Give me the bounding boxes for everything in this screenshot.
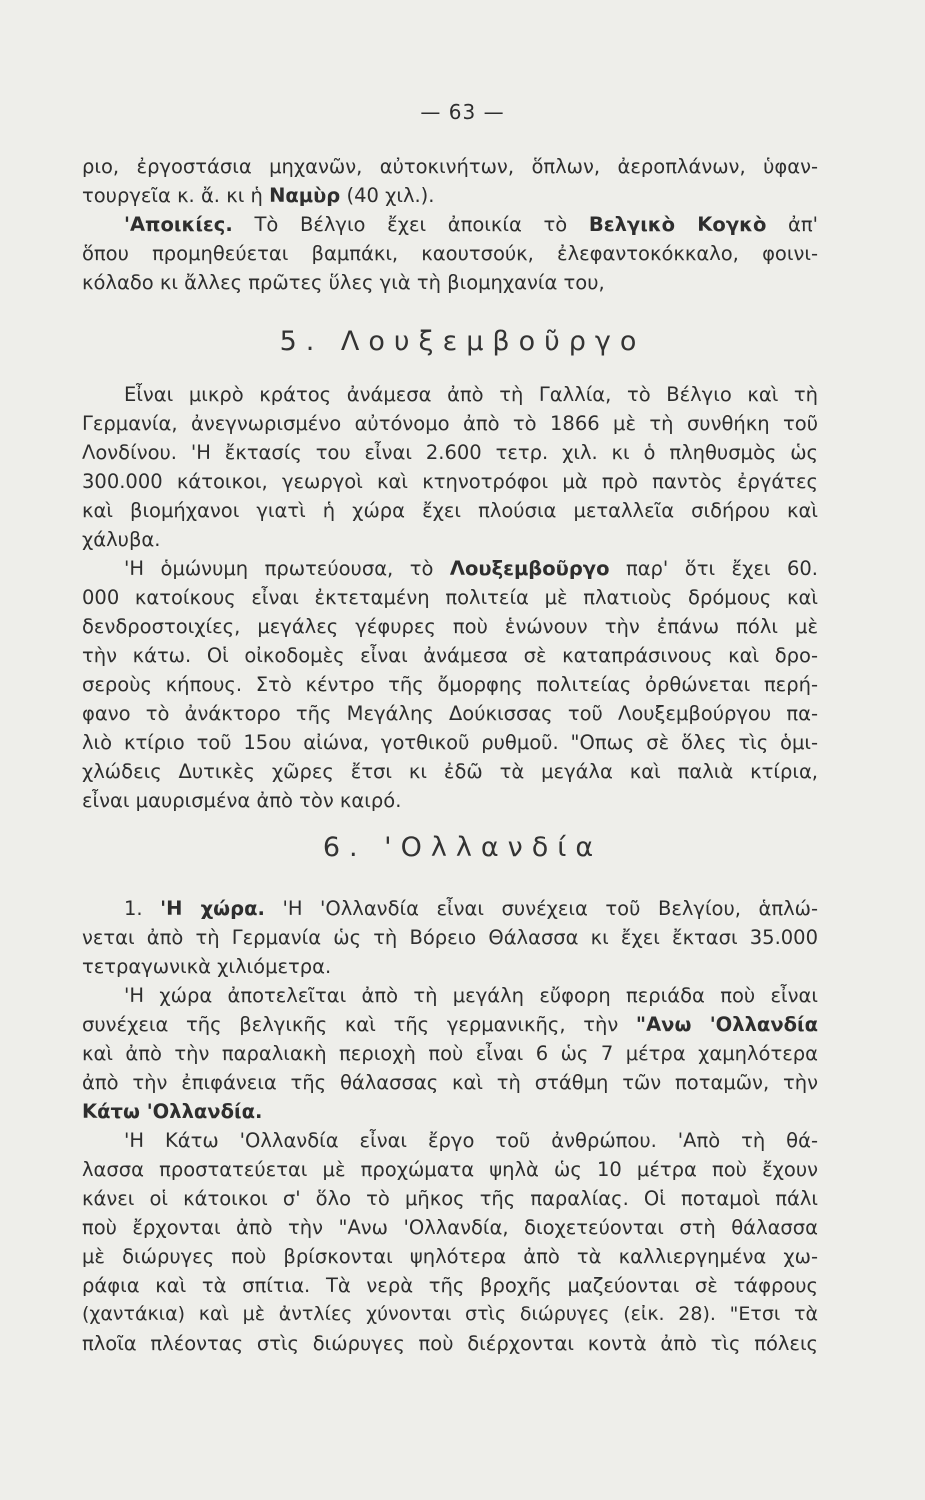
text-line: 'Η ὁμώνυμη πρωτεύουσα, τὸ Λουξεμβοῦργο παρ' ὅτι ἔχει 60. [124,557,818,580]
text-line: τουργεῖα κ. ἄ. κι ἡ Ναμὺρ (40 χιλ.). [82,184,435,207]
text-line: (χαντάκια) καὶ μὲ ἀντλίες χύνονται στὶς διώρυγες (εἰκ. 28). "Ετσι τὰ [82,1303,818,1325]
text-line: μὲ διώρυγες ποὺ βρίσκονται ψηλότερα ἀπὸ τὰ καλλιεργημένα χω- [82,1245,818,1268]
text-line: ὅπου προμηθεύεται βαμπάκι, καουτσούκ, ἐλεφαντοκόκκαλο, φοινι- [82,242,818,265]
text-line: πλοῖα πλέοντας στὶς διώρυγες ποὺ διέρχονται κοντὰ ἀπὸ τὶς πόλεις [82,1332,818,1355]
text-line: 'Η χώρα ἀποτελεῖται ἀπὸ τὴ μεγάλη εὔφορη περιάδα ποὺ εἶναι [124,984,818,1007]
place-name-line: Κάτω 'Ολλανδία. [82,1100,263,1123]
text-line: φανο τὸ ἀνάκτορο τῆς Μεγάλης Δούκισσας τοῦ Λουξεμβούργου πα- [82,702,818,725]
text-line: χλώδεις Δυτικὲς χῶρες ἔτσι κι ἐδῶ τὰ μεγάλα καὶ παλιὰ κτίρια, [82,760,818,783]
subheading-inline: 'Αποικίες. [124,213,233,236]
text-line: Λονδίνου. 'Η ἔκτασίς του εἶναι 2.600 τετρ. χιλ. κι ὁ πληθυσμὸς ὡς [82,441,818,464]
text-line: εἶναι μαυρισμένα ἀπὸ τὸν καιρό. [82,789,402,812]
text-line: Εἶναι μικρὸ κράτος ἀνάμεσα ἀπὸ τὴ Γαλλία, τὸ Βέλγιο καὶ τὴ [124,383,818,406]
text-line: τὴν κάτω. Οἱ οἰκοδομὲς εἶναι ἀνάμεσα σὲ καταπράσινους καὶ δρο- [82,644,818,667]
text-line: λιὸ κτίριο τοῦ 15ου αἰώνα, γοτθικοῦ ρυθμοῦ. "Οπως σὲ ὅλες τὶς ὁμι- [82,731,818,754]
text-line: σεροὺς κήπους. Στὸ κέντρο τῆς ὄμορφης πολιτείας ὀρθώνεται περή- [82,673,818,696]
subheading-inline: 'Η χώρα. [160,897,265,920]
text-line: ἀπὸ τὴν ἐπιφάνεια τῆς θάλασσας καὶ τὴ στάθμη τῶν ποταμῶν, τὴν [82,1071,818,1094]
text-line: 000 κατοίκους εἶναι ἐκτεταμένη πολιτεία μὲ πλατιοὺς δρόμους καὶ [82,586,818,609]
text-line: συνέχεια τῆς βελγικῆς καὶ τῆς γερμανικῆς, τὴν "Ανω 'Ολλανδία [82,1013,818,1036]
text-line: δενδροστοιχίες, μεγάλες γέφυρες ποὺ ἑνώνουν τὴν ἐπάνω πόλι μὲ [82,615,818,638]
text-line: ράφια καὶ τὰ σπίτια. Τὰ νερὰ τῆς βροχῆς μαζεύονται σὲ τάφρους [82,1274,818,1297]
text-line: καὶ βιομήχανοι γιατὶ ἡ χώρα ἔχει πλούσια μεταλλεῖα σιδήρου καὶ [82,499,818,522]
text-line: 300.000 κάτοικοι, γεωργοὶ καὶ κτηνοτρόφοι μὰ πρὸ παντὸς ἐργάτες [82,470,818,493]
section-heading: 6. 'Ολλανδία [322,832,603,863]
text-line: Γερμανία, ἀνεγνωρισμένο αὐτόνομο ἀπὸ τὸ 1866 μὲ τὴ συνθήκη τοῦ [82,412,818,435]
text-line: νεται ἀπὸ τὴ Γερμανία ὡς τὴ Βόρειο Θάλασσα κι ἔχει ἔκτασι 35.000 [82,926,818,949]
text-line: κόλαδο κι ἄλλες πρῶτες ὕλες γιὰ τὴ βιομηχανία του, [82,271,605,294]
place-name: Βελγικὸ Κογκὸ [588,213,767,236]
place-name: Λουξεμβοῦργο [449,557,610,580]
text-line: λασσα προστατεύεται μὲ προχώματα ψηλὰ ὡς 10 μέτρα ποὺ ἔχουν [82,1158,818,1181]
text-line: τετραγωνικὰ χιλιόμετρα. [82,955,332,978]
page-number: — 63 — [420,100,505,124]
text-line: 1. 'Η χώρα. 'Η 'Ολλανδία εἶναι συνέχεια τοῦ Βελγίου, ἁπλώ- [124,897,819,920]
place-name: "Ανω 'Ολλανδία [635,1013,818,1036]
text-line: ποὺ ἔρχονται ἀπὸ τὴν "Ανω 'Ολλανδία, διοχετεύονται στὴ θάλασσα [82,1216,818,1239]
text-line: κάνει οἱ κάτοικοι σ' ὅλο τὸ μῆκος τῆς παραλίας. Οἱ ποταμοὶ πάλι [82,1187,818,1210]
text-line: 'Η Κάτω 'Ολλανδία εἶναι ἔργο τοῦ ἀνθρώπου. 'Απὸ τὴ θά- [124,1129,818,1152]
place-name: Ναμὺρ [269,184,341,207]
text-line: χάλυβα. [82,528,161,551]
section-heading: 5. Λουξεμβοῦργο [279,326,646,357]
text-line: ριο, ἐργοστάσια μηχανῶν, αὐτοκινήτων, ὅπλων, ἀεροπλάνων, ὑφαν- [82,155,818,178]
text-line: καὶ ἀπὸ τὴν παραλιακὴ περιοχὴ ποὺ εἶναι 6 ὡς 7 μέτρα χαμηλότερα [82,1042,818,1065]
text-line: 'Αποικίες. Τὸ Βέλγιο ἔχει ἀποικία τὸ Βελγικὸ Κογκὸ ἀπ' [124,213,818,236]
